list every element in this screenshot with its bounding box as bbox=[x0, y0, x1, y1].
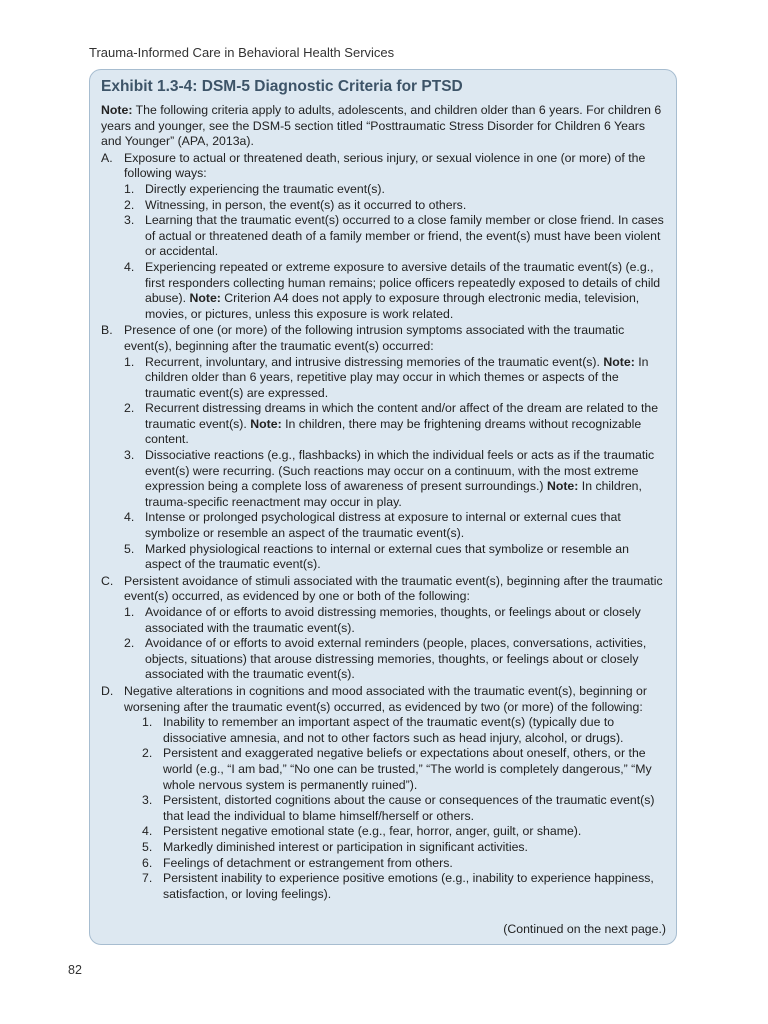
item-text: Recurrent distressing dreams in which the content and/or affect of the dream are related to the traumatic event(s). bbox=[145, 401, 659, 431]
exhibit-box bbox=[89, 69, 677, 945]
continued-note: (Continued on the next page.) bbox=[503, 922, 666, 936]
item-text: Experiencing repeated or extreme exposure to aversive details of the traumatic event(s) (e.g., first responders collecting human remains; police officers repeatedly exposed to details of child abuse). bbox=[145, 259, 661, 306]
item-note: In children, trauma-specific reenactment may occur in play. bbox=[145, 479, 642, 509]
item-number: 2. bbox=[124, 401, 135, 416]
running-head: Trauma-Informed Care in Behavioral Health Services bbox=[89, 45, 395, 60]
item-number: 5. bbox=[142, 839, 153, 854]
item-number: 1. bbox=[124, 354, 135, 369]
item-text: Avoidance of or efforts to avoid external reminders (people, places, conversations, activities, objects, situations) that arouse distressing memories, thoughts, or feelings about or closely associated with the traumatic event(s). bbox=[145, 636, 647, 682]
list-item bbox=[101, 840, 666, 856]
item-note: In children, there may be frightening dreams without recognizable content. bbox=[145, 416, 642, 447]
criterion-letter: B. bbox=[101, 323, 113, 338]
item-number: 4. bbox=[142, 824, 153, 839]
list-item bbox=[101, 448, 666, 510]
item-text: Persistent inability to experience positive emotions (e.g., inability to experience happiness, satisfaction, or loving feelings). bbox=[163, 871, 654, 901]
list-item bbox=[101, 260, 666, 322]
criterion-d bbox=[101, 684, 666, 902]
criterion-letter: C. bbox=[101, 573, 114, 588]
list-item bbox=[101, 213, 666, 260]
item-text: Markedly diminished interest or participation in significant activities. bbox=[163, 839, 528, 854]
item-number: 2. bbox=[124, 636, 135, 651]
list-item bbox=[101, 355, 666, 402]
item-text: Persistent, distorted cognitions about the cause or consequences of the traumatic event(s) that lead the individual to blame himself/herself or others. bbox=[163, 793, 655, 823]
item-text: Marked physiological reactions to internal or external cues that symbolize or resemble an aspect of the traumatic event(s). bbox=[145, 541, 629, 572]
list-item bbox=[101, 824, 666, 840]
item-note-label: Note: bbox=[189, 291, 221, 306]
item-note: Criterion A4 does not apply to exposure through electronic media, television, movies, or pictures, unless this exposure is work related. bbox=[145, 291, 640, 321]
note-label: Note: bbox=[101, 103, 133, 117]
item-number: 6. bbox=[142, 855, 153, 870]
item-text: Inability to remember an important aspect of the traumatic event(s) (typically due to dissociative amnesia, and not to other factors such as head injury, alcohol, or drugs). bbox=[163, 715, 624, 745]
criterion-a bbox=[101, 151, 666, 323]
item-number: 4. bbox=[124, 510, 135, 525]
list-item bbox=[101, 605, 666, 636]
list-item bbox=[101, 542, 666, 573]
list-item bbox=[101, 871, 666, 902]
list-item bbox=[101, 182, 666, 198]
criterion-text: Negative alterations in cognitions and mood associated with the traumatic event(s), beginning or worsening after the traumatic event(s) occurred, as evidenced by two (or more) of the following: bbox=[124, 683, 647, 714]
item-text: Learning that the traumatic event(s) occurred to a close family member or close friend. In cases of actual or threatened death of a family member or friend, the event(s) must have been violent or accidental. bbox=[145, 213, 664, 259]
item-text: Intense or prolonged psychological distress at exposure to internal or external cues that symbolize or resemble an aspect of the traumatic event(s). bbox=[145, 510, 621, 541]
note-text: The following criteria apply to adults, adolescents, and children older than 6 years. For children 6 years and younger, see the DSM-5 section titled “Posttraumatic Stress Disorder for Children 6 Years and Younger” (APA, 2013a). bbox=[101, 103, 662, 149]
criterion-c bbox=[101, 574, 666, 683]
list-item bbox=[101, 510, 666, 541]
item-note: In children older than 6 years, repetitive play may occur in which themes or aspects of the traumatic event(s) are expressed. bbox=[145, 354, 649, 400]
exhibit-title: Exhibit 1.3-4: DSM-5 Diagnostic Criteria for PTSD bbox=[101, 78, 463, 95]
item-text: Persistent negative emotional state (e.g., fear, horror, anger, guilt, or shame). bbox=[163, 824, 582, 839]
criterion-letter: A. bbox=[101, 150, 113, 165]
list-item bbox=[101, 636, 666, 683]
item-number: 1. bbox=[124, 181, 135, 196]
criterion-b bbox=[101, 323, 666, 573]
list-item bbox=[101, 856, 666, 872]
item-number: 5. bbox=[124, 541, 135, 556]
item-note-label: Note: bbox=[250, 416, 282, 431]
item-number: 3. bbox=[124, 448, 135, 463]
item-number: 3. bbox=[142, 793, 153, 808]
list-item bbox=[101, 715, 666, 746]
item-text: Directly experiencing the traumatic event(s). bbox=[145, 181, 385, 196]
item-text: Avoidance of or efforts to avoid distressing memories, thoughts, or feelings about or closely associated with the traumatic event(s). bbox=[145, 605, 641, 635]
list-item bbox=[101, 401, 666, 448]
item-number: 2. bbox=[124, 197, 135, 212]
item-number: 1. bbox=[124, 605, 135, 619]
item-text: Recurrent, involuntary, and intrusive distressing memories of the traumatic event(s). bbox=[145, 354, 600, 369]
criterion-letter: D. bbox=[101, 683, 114, 698]
criterion-text: Exposure to actual or threatened death, serious injury, or sexual violence in one (or more) of the following ways: bbox=[124, 150, 646, 181]
item-note-label: Note: bbox=[546, 479, 579, 494]
item-note-label: Note: bbox=[603, 354, 635, 369]
exhibit-note bbox=[101, 103, 666, 150]
item-number: 7. bbox=[142, 871, 153, 886]
list-item bbox=[101, 198, 666, 214]
item-number: 2. bbox=[142, 746, 153, 761]
item-text: Persistent and exaggerated negative beliefs or expectations about oneself, others, or the world (e.g., “I am bad,” “No one can be trusted,” “The world is completely dangerous,” “My whole nervous system is permanently ruined”). bbox=[163, 746, 652, 792]
item-number: 4. bbox=[124, 259, 135, 274]
item-number: 3. bbox=[124, 213, 135, 228]
item-number: 1. bbox=[142, 715, 153, 730]
item-text: Feelings of detachment or estrangement from others. bbox=[163, 855, 453, 870]
page-number: 82 bbox=[68, 963, 82, 977]
criterion-text: Presence of one (or more) of the following intrusion symptoms associated with the traumatic event(s), beginning after the traumatic event(s) occurred: bbox=[124, 323, 625, 353]
criterion-text: Persistent avoidance of stimuli associated with the traumatic event(s), beginning after the traumatic event(s) occurred, as evidenced by one or both of the following: bbox=[124, 573, 663, 604]
list-item bbox=[101, 793, 666, 824]
item-text: Witnessing, in person, the event(s) as it occurred to others. bbox=[145, 197, 467, 212]
list-item bbox=[101, 746, 666, 793]
item-text: Dissociative reactions (e.g., flashbacks) in which the individual feels or acts as if the traumatic event(s) were recurring. (Such reactions may occur on a continuum, with the most extreme expression being a complete loss of awareness of present surroundings.) bbox=[145, 448, 655, 494]
